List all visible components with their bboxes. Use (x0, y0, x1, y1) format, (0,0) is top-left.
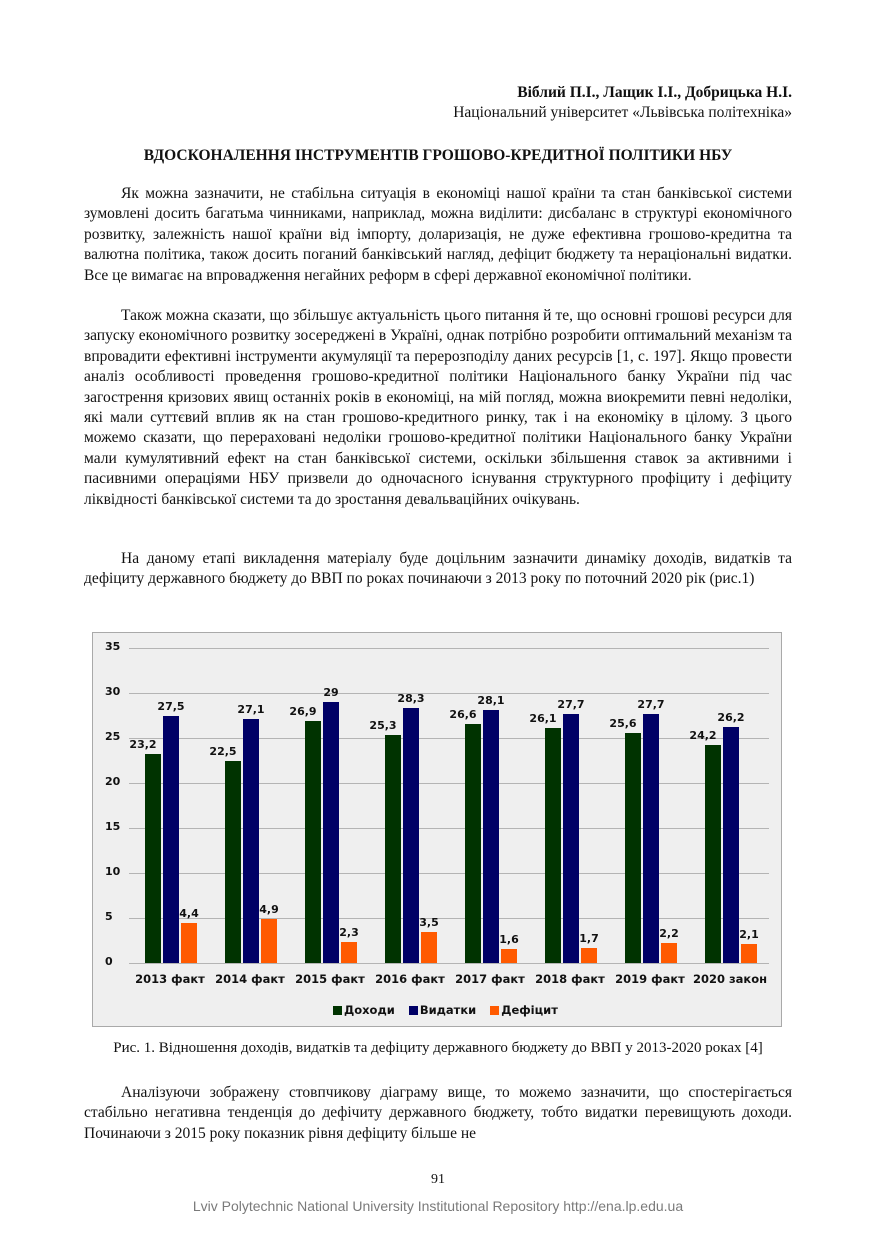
y-axis-tick: 10 (105, 865, 121, 878)
y-axis-tick: 30 (105, 685, 121, 698)
gridline (129, 648, 769, 649)
repository-footer: Lviv Polytechnic National University Institutional Repository http://ena.lp.edu.ua (192, 1198, 684, 1214)
bar-0 (705, 745, 721, 963)
bar-0 (465, 724, 481, 963)
bar-0 (305, 721, 321, 963)
bar-0 (545, 728, 561, 963)
bar-2 (661, 943, 677, 963)
page-number: 91 (431, 1172, 445, 1187)
gridline (129, 738, 769, 739)
y-axis-tick: 0 (105, 955, 113, 968)
bar-1 (483, 710, 499, 963)
bar-value-label: 26,9 (289, 704, 317, 718)
bar-value-label: 27,1 (237, 703, 265, 717)
bar-value-label: 28,3 (397, 692, 425, 706)
y-axis-tick: 15 (105, 820, 121, 833)
bar-value-label: 28,1 (477, 694, 505, 708)
x-axis-label: 2014 факт (215, 972, 285, 986)
paragraph-2: Також можна сказати, що збільшує актуальність цього питання й те, що основні грошові ресурси для запуску економічного розвитку зосереджені в Україні, однак потрібно розробити оптимальний механізм та впровадити ефективні інструменти акумуляції та перерозподілу даних ресурсів [1, с. 197]. Якщо провести аналіз особливості проведення грошово-кредитної політики Національного банку України під час загострення кризових явищ останніх років в економіці, на мій погляд, можна виокремити певні недоліки, які мали суттєвий вплив як на стан грошово-кредитного ринку, так і на економіку в цілому. З цього можемо сказати, що перераховані недоліки грошово-кредитної політики Національного банку України мали кумулятивний ефект на стан банківської системи, оскільки збільшення ставок за активними і пасивними операціями НБУ призвели до одночасного існування структурного профіциту і дефіциту ліквідності банківської системи та до зростання девальваційних очікувань. (84, 307, 792, 508)
x-axis-label: 2017 факт (455, 972, 525, 986)
legend-swatch-icon (409, 1006, 418, 1015)
y-axis-tick: 35 (105, 640, 121, 653)
y-axis-tick: 20 (105, 775, 121, 788)
y-axis-tick: 25 (105, 730, 121, 743)
bar-value-label: 26,1 (529, 712, 557, 726)
x-axis-label: 2015 факт (295, 972, 365, 986)
chart-legend (333, 1003, 558, 1017)
bar-2 (501, 949, 517, 963)
bar-value-label: 27,5 (157, 699, 185, 713)
bar-value-label: 3,5 (419, 915, 439, 929)
paragraph-1: Як можна зазначити, не стабільна ситуація в економіці нашої країни та стан банківської системи зумовлені досить багатьма чинниками, наприклад, можна виділити: дисбаланс в структурі економічного розвитку, залежність нашої країни від імпорту, доларизація, не дуже ефективна грошово-кредитна та валютна політика, також досить поганий банківський нагляд, дефіцит бюджету та нераціональні видатки. Все це вимагає на впровадження негайних реформ в сфері державної економічної політики. (84, 185, 792, 284)
bar-1 (563, 714, 579, 963)
legend-item-expenses (409, 1003, 476, 1017)
bar-value-label: 2,2 (659, 927, 679, 941)
legend-item-revenue (333, 1003, 395, 1017)
x-axis-label: 2016 факт (375, 972, 445, 986)
bar-value-label: 25,3 (369, 719, 397, 733)
figure-caption: Рис. 1. Відношення доходів, видатків та дефіциту державного бюджету до ВВП у 2013-2020 роках [4] (113, 1040, 763, 1056)
authors: Віблий П.І., Лащик І.І., Добрицька Н.І. (517, 84, 792, 101)
bar-value-label: 25,6 (609, 716, 637, 730)
bar-1 (243, 719, 259, 963)
x-axis-label: 2019 факт (615, 972, 685, 986)
bar-value-label: 4,9 (259, 902, 279, 916)
paragraph-3: На даному етапі викладення матеріалу буде доцільним зазначити динаміку доходів, видатків та дефіциту державного бюджету до ВВП по роках починаючи з 2013 року по поточний 2020 рік (рис.1) (84, 550, 792, 588)
bar-value-label: 27,7 (557, 697, 585, 711)
article-title: ВДОСКОНАЛЕННЯ ІНСТРУМЕНТІВ ГРОШОВО-КРЕДИТНОЇ ПОЛІТИКИ НБУ (143, 147, 733, 164)
bar-value-label: 22,5 (209, 744, 237, 758)
legend-label: Доходи (344, 1003, 395, 1017)
bar-2 (741, 944, 757, 963)
bar-value-label: 24,2 (689, 729, 717, 743)
legend-label: Дефіцит (501, 1003, 558, 1017)
bar-1 (163, 716, 179, 964)
bar-value-label: 29 (323, 686, 339, 699)
bar-2 (261, 919, 277, 963)
bar-1 (643, 714, 659, 963)
x-axis-label: 2013 факт (135, 972, 205, 986)
legend-swatch-icon (333, 1006, 342, 1015)
x-axis-label: 2018 факт (535, 972, 605, 986)
bar-value-label: 27,7 (637, 697, 665, 711)
legend-item-deficit (490, 1003, 558, 1017)
bar-value-label: 2,1 (739, 928, 759, 942)
bar-value-label: 23,2 (129, 738, 157, 752)
bar-2 (421, 932, 437, 964)
bar-0 (145, 754, 161, 963)
bar-value-label: 1,7 (579, 931, 599, 945)
bar-value-label: 26,6 (449, 707, 477, 721)
y-axis-tick: 5 (105, 910, 113, 923)
bar-0 (385, 735, 401, 963)
bar-2 (181, 923, 197, 963)
bar-value-label: 2,3 (339, 926, 359, 940)
legend-swatch-icon (490, 1006, 499, 1015)
gridline (129, 963, 769, 964)
bar-value-label: 26,2 (717, 711, 745, 725)
bar-1 (323, 702, 339, 963)
bar-2 (581, 948, 597, 963)
bar-value-label: 4,4 (179, 907, 199, 921)
bar-value-label: 1,6 (499, 932, 519, 946)
gridline (129, 693, 769, 694)
budget-bar-chart (92, 632, 782, 1027)
legend-label: Видатки (419, 1003, 477, 1017)
paragraph-4: Аналізуючи зображену стовпчикову діаграму вище, то можемо зазначити, що спостерігається стабільно негативна тенденція до дефічиту державного бюджету, тобто видатки перевищують доходи. Починаючи з 2015 року показник рівня дефіциту більше не (84, 1084, 792, 1142)
bar-0 (225, 761, 241, 964)
x-axis-label: 2020 закон (692, 972, 768, 986)
bar-2 (341, 942, 357, 963)
bar-0 (625, 733, 641, 963)
affiliation: Національний університет «Львівська політехніка» (453, 104, 792, 121)
